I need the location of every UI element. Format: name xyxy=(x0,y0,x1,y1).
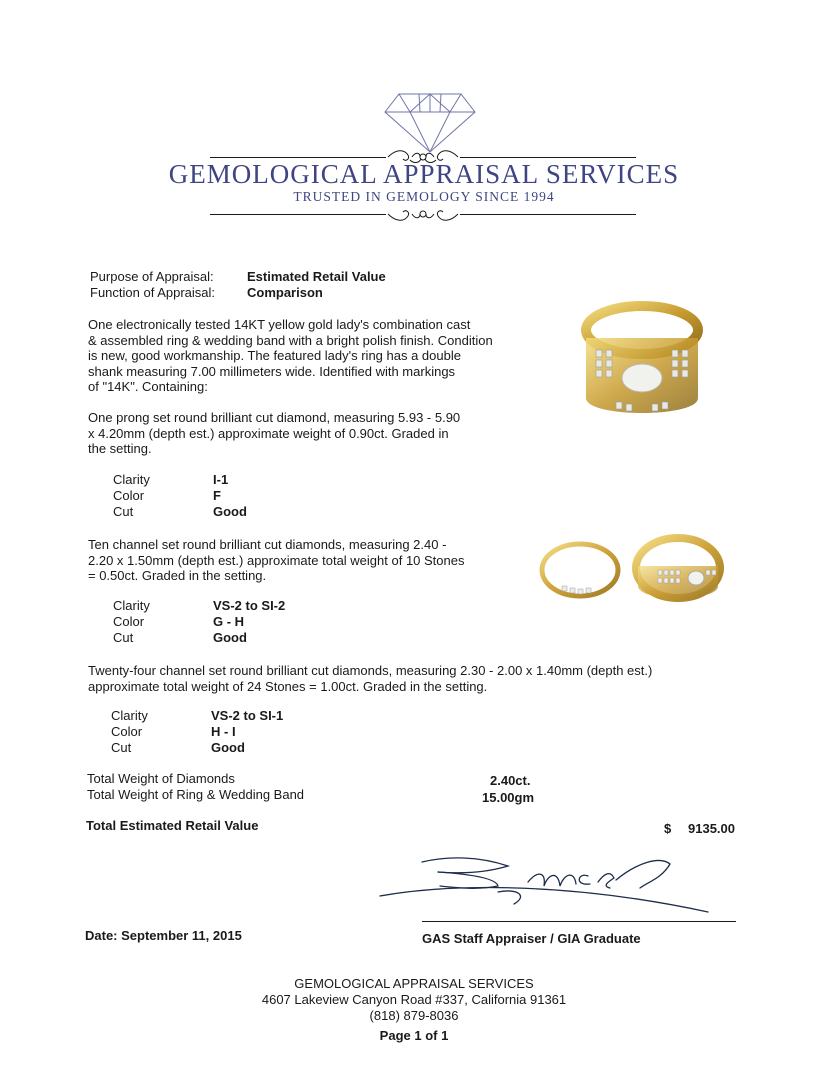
footer-phone: (818) 879-8036 xyxy=(369,1008,459,1023)
page-number: Page 1 of 1 xyxy=(379,1028,449,1043)
total-ring-label: Total Weight of Ring & Wedding Band xyxy=(87,787,305,802)
stone1-cut-value: Good xyxy=(213,504,247,519)
stone2-cut-label: Cut xyxy=(113,630,134,645)
item-description: One electronically tested 14KT yellow gold lady's combination cast & assembled ring & wedding band with a bright polish finish. Condition is new, good workmanship. The featured lady's ring has a double shank measuring 7.00 millimeters wide. Identified with markings of "14K". Containing: xyxy=(88,317,493,395)
currency-symbol: $ xyxy=(664,821,672,836)
stone2-color-label: Color xyxy=(113,614,145,629)
flourish-ornament-bottom xyxy=(386,204,460,224)
footer-company: GEMOLOGICAL APPRAISAL SERVICES xyxy=(294,976,534,991)
stone3-cut-value: Good xyxy=(211,740,245,755)
appraisal-date: Date: September 11, 2015 xyxy=(85,928,242,943)
total-diamonds-value: 2.40ct. xyxy=(490,773,531,788)
stone3-color-label: Color xyxy=(111,724,143,739)
purpose-label: Purpose of Appraisal: xyxy=(90,269,214,284)
stone2-clarity-value: VS-2 to SI-2 xyxy=(213,598,286,613)
stone1-clarity-label: Clarity xyxy=(113,472,150,487)
diamond-logo-icon xyxy=(383,92,477,154)
total-diamonds-label: Total Weight of Diamonds xyxy=(87,771,235,786)
total-retail-label: Total Estimated Retail Value xyxy=(86,818,259,833)
stone2-color-value: G - H xyxy=(213,614,245,629)
stone3-description: Twenty-four channel set round brilliant cut diamonds, measuring 2.30 - 2.00 x 1.40mm (depth est.) approximate total weight of 24 Stones = 1.00ct. Graded in the setting. xyxy=(88,663,653,694)
footer-address: 4607 Lakeview Canyon Road #337, California 91361 xyxy=(261,992,567,1007)
stone1-color-value: F xyxy=(213,488,221,503)
stone1-clarity-value: I-1 xyxy=(213,472,229,487)
stone3-color-value: H - I xyxy=(211,724,236,739)
stone3-clarity-value: VS-2 to SI-1 xyxy=(211,708,284,723)
company-title: GEMOLOGICAL APPRAISAL SERVICES xyxy=(168,159,680,189)
stone2-description: Ten channel set round brilliant cut diamonds, measuring 2.40 - 2.20 x 1.50mm (depth est.) approximate total weight of 10 Stones = 0.50ct. Graded in the setting. xyxy=(88,537,465,584)
stone2-cut-value: Good xyxy=(213,630,247,645)
stone1-color-label: Color xyxy=(113,488,145,503)
function-value: Comparison xyxy=(247,285,323,300)
function-label: Function of Appraisal: xyxy=(90,285,216,300)
stone3-clarity-label: Clarity xyxy=(111,708,148,723)
appraiser-title: GAS Staff Appraiser / GIA Graduate xyxy=(422,931,641,946)
total-ring-value: 15.00gm xyxy=(482,790,535,805)
appraiser-signature xyxy=(378,852,738,924)
company-tagline: TRUSTED IN GEMOLOGY SINCE 1994 xyxy=(293,189,555,204)
stone1-description: One prong set round brilliant cut diamond, measuring 5.93 - 5.90 x 4.20mm (depth est.) approximate weight of 0.90ct. Graded in the setting. xyxy=(88,410,461,457)
purpose-value: Estimated Retail Value xyxy=(247,269,386,284)
total-retail-value: 9135.00 xyxy=(688,821,735,836)
ring-set-photo xyxy=(572,298,712,438)
ring-pair-photo xyxy=(536,528,726,608)
stone3-cut-label: Cut xyxy=(111,740,132,755)
stone2-clarity-label: Clarity xyxy=(113,598,150,613)
stone1-cut-label: Cut xyxy=(113,504,134,519)
